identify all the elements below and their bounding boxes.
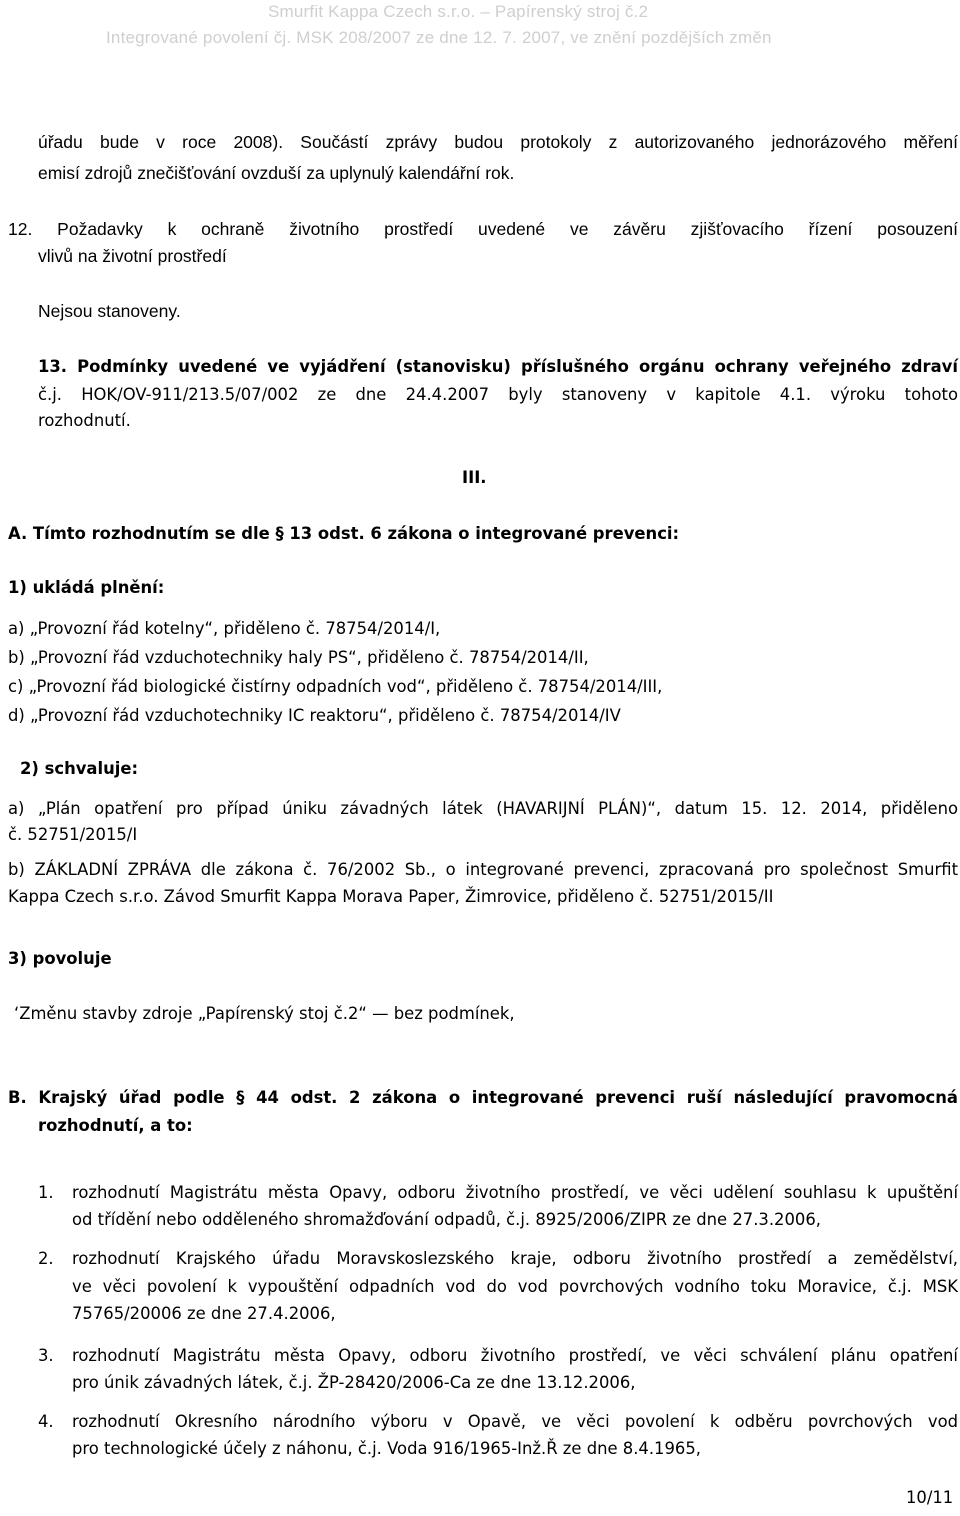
- item-text-cont: ve věci povolení k vypouštění odpadních vod do vod povrchových vodního toku Moravice, č.j. MSK: [72, 1277, 958, 1296]
- list-item: ‘Změnu stavby zdroje „Papírenský stoj č.2“ — bez podmínek,: [14, 1004, 515, 1023]
- numbered-item: [38, 1247, 958, 1271]
- section-a-heading: A. Tímto rozhodnutím se dle § 13 odst. 6 zákona o integrované prevenci:: [8, 524, 680, 543]
- item-text-cont: pro technologické účely z náhonu, č.j. Voda 916/1965-Inž.Ř ze dne 8.4.1965,: [72, 1439, 701, 1458]
- item-number: 3.: [38, 1346, 54, 1365]
- section-b-heading-cont: rozhodnutí, a to:: [38, 1116, 193, 1135]
- item-text-cont: od třídění nebo odděleného shromažďování odpadů, č.j. 8925/2006/ZIPR ze dne 27.3.2006,: [72, 1210, 821, 1229]
- section-12-heading: 12. Požadavky k ochraně životního prostředí uvedené ve závěru zjišťovacího řízení posouzení: [8, 219, 958, 239]
- list-item: b) ZÁKLADNÍ ZPRÁVA dle zákona č. 76/2002 Sb., o integrované prevenci, zpracovaná pro společnost Smurfit: [8, 860, 958, 879]
- list-item: c) „Provozní řád biologické čistírny odpadních vod“, přiděleno č. 78754/2014/III,: [8, 677, 663, 696]
- intro-line: emisí zdrojů znečišťování ovzduší za uplynulý kalendářní rok.: [38, 163, 515, 183]
- section-13-line: č.j. HOK/OV-911/213.5/07/002 ze dne 24.4.2007 byly stanoveny v kapitole 4.1. výroku tohoto: [38, 385, 958, 404]
- section-13-line: 13. Podmínky uvedené ve vyjádření (stanovisku) příslušného orgánu ochrany veřejného zdraví: [38, 357, 958, 376]
- item-text: rozhodnutí Krajského úřadu Moravskoslezského kraje, odboru životního prostředí a zemědělství,: [72, 1249, 958, 1268]
- list-item: a) „Provozní řád kotelny“, přiděleno č. 78754/2014/I,: [8, 619, 441, 638]
- section-12-body: Nejsou stanoveny.: [38, 301, 181, 321]
- list-item-cont: č. 52751/2015/I: [8, 825, 138, 844]
- part-heading: III.: [462, 468, 487, 487]
- list-item: d) „Provozní řád vzduchotechniky IC reaktoru“, přiděleno č. 78754/2014/IV: [8, 706, 621, 725]
- intro-line: úřadu bude v roce 2008). Součástí zprávy budou protokoly z autorizovaného jednorázového měření: [38, 132, 958, 152]
- section-a-sub-2: 2) schvaluje:: [20, 759, 139, 778]
- item-number: 2.: [38, 1249, 54, 1268]
- list-item-cont: Kappa Czech s.r.o. Závod Smurfit Kappa Morava Paper, Žimrovice, přiděleno č. 52751/2015/II: [8, 887, 774, 906]
- numbered-item: [38, 1181, 958, 1205]
- item-text-cont: pro únik závadných látek, č.j. ŽP-28420/2006-Ca ze dne 13.12.2006,: [72, 1373, 636, 1392]
- item-text-cont: 75765/20006 ze dne 27.4.2006,: [72, 1304, 336, 1323]
- numbered-item: [38, 1410, 958, 1434]
- item-number: 4.: [38, 1412, 54, 1431]
- list-item: b) „Provozní řád vzduchotechniky haly PS“, přiděleno č. 78754/2014/II,: [8, 648, 589, 667]
- item-text: rozhodnutí Magistrátu města Opavy, odboru životního prostředí, ve věci schválení plánu opatření: [72, 1346, 958, 1365]
- section-a-sub-3: 3) povoluje: [8, 949, 112, 968]
- section-12-heading-cont: vlivů na životní prostředí: [38, 246, 227, 266]
- list-item: a) „Plán opatření pro případ úniku závadných látek (HAVARIJNÍ PLÁN)“, datum 15. 12. 2014, přiděleno: [8, 799, 958, 818]
- section-13-line: rozhodnutí.: [38, 411, 131, 430]
- header-subtitle: Integrované povolení čj. MSK 208/2007 ze dne 12. 7. 2007, ve znění pozdějších změn: [106, 28, 772, 47]
- header-title: Smurfit Kappa Czech s.r.o. – Papírenský stroj č.2: [268, 2, 649, 21]
- item-text: rozhodnutí Magistrátu města Opavy, odboru životního prostředí, ve věci udělení souhlasu k upuštění: [72, 1183, 958, 1202]
- item-text: rozhodnutí Okresního národního výboru v Opavě, ve věci povolení k odběru povrchových vod: [72, 1412, 958, 1431]
- page-number: 10/11: [906, 1488, 954, 1507]
- numbered-item: [38, 1344, 958, 1368]
- section-a-sub-1: 1) ukládá plnění:: [8, 578, 165, 597]
- section-b-heading: B. Krajský úřad podle § 44 odst. 2 zákona o integrované prevenci ruší následující pravomocná: [8, 1088, 958, 1107]
- item-number: 1.: [38, 1183, 54, 1202]
